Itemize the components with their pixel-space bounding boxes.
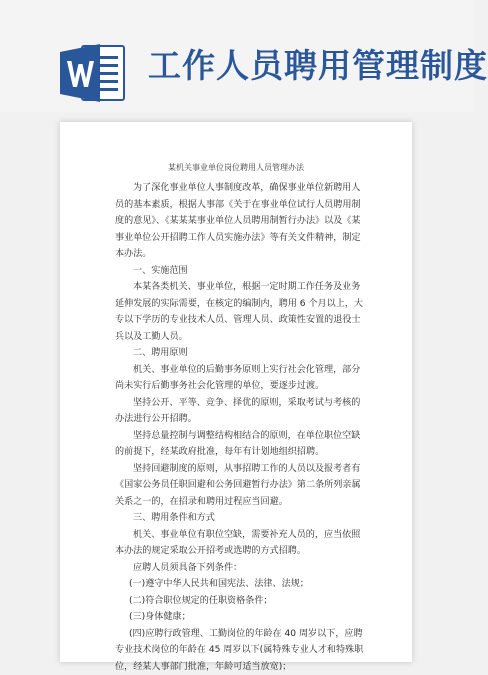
banner-title: 工作人员聘用管理制度 [148, 44, 488, 88]
document-body [115, 180, 367, 675]
section-heading: 三、聘用条件和方式 [115, 510, 367, 527]
word-icon [60, 42, 126, 104]
list-item: (一)遵守中华人民共和国宪法、法律、法规； [115, 576, 367, 593]
paragraph: 坚持公开、平等、竞争、择优的原则，采取考试与考核的办法进行公开招聘。 [115, 395, 367, 428]
list-item: (三)身体健康； [115, 609, 367, 626]
paragraph: 为了深化事业单位人事制度改革，确保事业单位新聘用人员的基本素质，根据人事部《关于在事业单位试行人员聘用制度的意见》、《某某某事业单位人员聘用制暂行办法》以及《某事业单位公开招聘工作人员实施办法》等有关文件精神，制定本办法。 [115, 180, 367, 263]
list-item: (二)符合职位规定的任职资格条件； [115, 593, 367, 610]
section-heading: 二、聘用原则 [115, 345, 367, 362]
paragraph: 机关、事业单位有职位空缺，需要补充人员的，应当依照本办法的规定采取公开招考或选聘的方式招聘。 [115, 527, 367, 560]
section-heading: 一、实施范围 [115, 263, 367, 280]
banner [0, 0, 474, 112]
paragraph: 机关、事业单位的后勤事务原则上实行社会化管理，部分尚未实行后勤事务社会化管理的单位，要逐步过渡。 [115, 362, 367, 395]
list-item: (四)应聘行政管理、工勤岗位的年龄在 40 周岁以下，应聘专业技术岗位的年龄在 45 周岁以下(属特殊专业人才和特殊职位，经某人事部门批准，年龄可适当放宽)； [115, 626, 367, 675]
paragraph: 坚持总量控制与调整结构相结合的原则，在单位职位空缺的前提下，经某政府批准，每年有计划地组织招聘。 [115, 428, 367, 461]
paragraph: 坚持回避制度的原则，从事招聘工作的人员以及报考者有《国家公务员任职回避和公务回避暂行办法》第二条所列亲属关系之一的，在招录和聘用过程应当回避。 [115, 461, 367, 511]
document-page [60, 122, 412, 662]
paragraph: 本某各类机关、事业单位，根据一定时期工作任务及业务延伸发展的实际需要，在核定的编制内，聘用 6 个月以上，大专以下学历的专业技术人员、管理人员、政策性安置的退役士兵以及工勤人员。 [115, 279, 367, 345]
paragraph: 应聘人员须具备下列条件： [115, 560, 367, 577]
document-title: 某机关事业单位岗位聘用人员管理办法 [60, 162, 412, 173]
